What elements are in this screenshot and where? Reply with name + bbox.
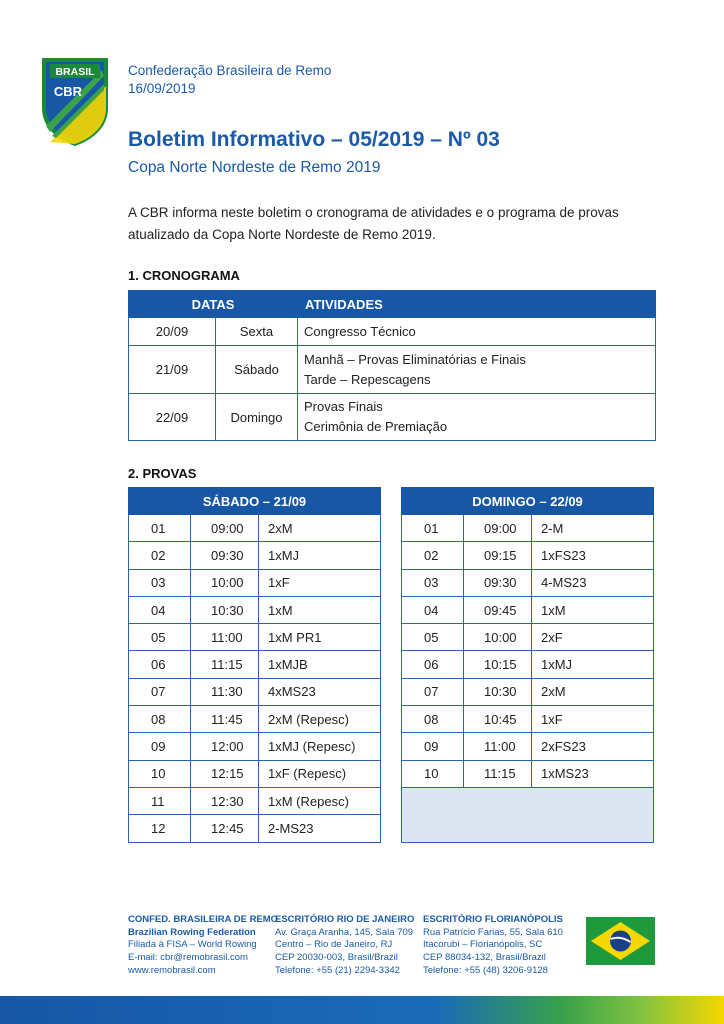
race-event: 1xMJ <box>259 542 381 569</box>
cell-day: Domingo <box>216 394 298 441</box>
cell-activities <box>298 346 656 394</box>
race-event: 2xF <box>532 624 654 651</box>
race-time: 10:15 <box>464 651 532 678</box>
race-event: 2-MS23 <box>259 815 381 842</box>
cronograma-table <box>128 290 656 441</box>
table-row <box>402 706 654 733</box>
table-row <box>129 596 381 623</box>
table-row <box>402 678 654 705</box>
provas-sabado-title: SÁBADO – 21/09 <box>129 488 381 515</box>
race-number: 05 <box>129 624 191 651</box>
cbr-logo <box>40 56 110 148</box>
race-event: 1xM <box>259 596 381 623</box>
section-heading-provas: 2. PROVAS <box>128 466 197 481</box>
race-number: 02 <box>402 542 464 569</box>
race-event: 1xF <box>532 706 654 733</box>
race-event: 2xFS23 <box>532 733 654 760</box>
race-number: 07 <box>402 678 464 705</box>
race-number: 08 <box>129 706 191 733</box>
footer-line: Brazilian Rowing Federation <box>128 926 256 938</box>
section-heading-cronograma: 1. CRONOGRAMA <box>128 268 240 283</box>
footer-line: Rua Patrício Farias, 55, Sala 610 <box>423 926 563 938</box>
table-row <box>402 651 654 678</box>
footer-col-florianopolis <box>423 914 563 978</box>
table-row <box>129 678 381 705</box>
provas-sabado-table <box>128 487 381 843</box>
footer-line: CEP 20030-003, Brasil/Brazil <box>275 952 398 964</box>
provas-domingo-table <box>401 487 654 843</box>
footer-website-link[interactable]: www.remobrasil.com <box>128 964 216 976</box>
page-title: Boletim Informativo – 05/2019 – Nº 03 <box>128 128 500 151</box>
race-time: 09:00 <box>464 515 532 542</box>
race-time: 10:30 <box>464 678 532 705</box>
race-event: 2xM <box>532 678 654 705</box>
race-time: 11:30 <box>191 678 259 705</box>
table-row <box>129 542 381 569</box>
race-time: 09:30 <box>191 542 259 569</box>
race-time: 12:00 <box>191 733 259 760</box>
table-row <box>402 760 654 787</box>
race-number: 03 <box>402 569 464 596</box>
race-event: 2xM (Repesc) <box>259 706 381 733</box>
race-time: 10:45 <box>464 706 532 733</box>
activity-line: Congresso Técnico <box>304 323 416 339</box>
race-time: 09:00 <box>191 515 259 542</box>
race-event: 1xF (Repesc) <box>259 760 381 787</box>
activity-line: Tarde – Repescagens <box>304 371 431 387</box>
provas-domingo-title: DOMINGO – 22/09 <box>402 488 654 515</box>
table-row <box>402 515 654 542</box>
table-row <box>129 394 656 441</box>
race-event: 1xMJB <box>259 651 381 678</box>
race-event: 2xM <box>259 515 381 542</box>
footer-col-cbr <box>128 914 278 978</box>
race-event: 1xMJ (Repesc) <box>259 733 381 760</box>
cell-day: Sábado <box>216 346 298 394</box>
race-number: 07 <box>129 678 191 705</box>
table-row <box>129 706 381 733</box>
race-event: 1xM PR1 <box>259 624 381 651</box>
table-row <box>129 569 381 596</box>
col-header-datas: DATAS <box>129 291 298 318</box>
filler-row <box>402 787 654 842</box>
race-number: 11 <box>129 787 191 814</box>
race-time: 11:15 <box>191 651 259 678</box>
footer-email-link[interactable]: E-mail: cbr@remobrasil.com <box>128 952 248 964</box>
logo-bottom-text: CBR <box>53 84 83 99</box>
race-number: 04 <box>129 596 191 623</box>
race-number: 12 <box>129 815 191 842</box>
table-row <box>402 596 654 623</box>
race-number: 06 <box>129 651 191 678</box>
race-time: 10:00 <box>464 624 532 651</box>
race-time: 09:45 <box>464 596 532 623</box>
footer-line: Telefone: +55 (21) 2294-3342 <box>275 964 400 976</box>
race-number: 01 <box>129 515 191 542</box>
race-event: 1xMJ <box>532 651 654 678</box>
race-number: 10 <box>129 760 191 787</box>
col-header-atividades: ATIVIDADES <box>298 291 656 318</box>
page-subtitle: Copa Norte Nordeste de Remo 2019 <box>128 159 381 176</box>
cell-date: 21/09 <box>129 346 216 394</box>
table-row <box>129 651 381 678</box>
activity-line: Provas Finais <box>304 399 383 414</box>
race-number: 10 <box>402 760 464 787</box>
cell-date: 22/09 <box>129 394 216 441</box>
race-time: 12:30 <box>191 787 259 814</box>
race-time: 09:15 <box>464 542 532 569</box>
footer-line: Centro – Rio de Janeiro, RJ <box>275 939 393 951</box>
race-event: 4-MS23 <box>532 569 654 596</box>
table-row <box>129 760 381 787</box>
empty-filler-cell <box>402 787 654 842</box>
race-number: 05 <box>402 624 464 651</box>
race-event: 1xF <box>259 569 381 596</box>
table-row <box>129 346 656 394</box>
intro-paragraph: A CBR informa neste boletim o cronograma de atividades e o programa de provas atualizado da Copa Norte Nordeste de Remo 2019. <box>128 205 619 242</box>
race-time: 11:00 <box>464 733 532 760</box>
header-date: 16/09/2019 <box>128 81 196 96</box>
cell-activities <box>298 318 656 346</box>
race-event: 1xM <box>532 596 654 623</box>
race-number: 01 <box>402 515 464 542</box>
cell-date: 20/09 <box>129 318 216 346</box>
footer-line: Filiada à FISA – World Rowing <box>128 939 257 951</box>
table-row <box>129 318 656 346</box>
footer-line: Telefone: +55 (48) 3206-9128 <box>423 964 548 976</box>
race-event: 4xMS23 <box>259 678 381 705</box>
table-row <box>129 815 381 842</box>
header-info <box>128 62 331 98</box>
table-row <box>129 515 381 542</box>
footer-color-bar <box>0 996 724 1024</box>
race-event: 1xFS23 <box>532 542 654 569</box>
race-number: 04 <box>402 596 464 623</box>
race-time: 11:15 <box>464 760 532 787</box>
org-name: Confederação Brasileira de Remo <box>128 63 332 78</box>
race-number: 08 <box>402 706 464 733</box>
race-number: 02 <box>129 542 191 569</box>
table-row <box>402 569 654 596</box>
race-number: 09 <box>402 733 464 760</box>
table-row <box>402 542 654 569</box>
table-row <box>129 733 381 760</box>
footer-line: Itacorubi – Florianópolis, SC <box>423 939 543 951</box>
race-time: 12:15 <box>191 760 259 787</box>
logo-top-text: BRASIL <box>55 66 95 78</box>
race-time: 11:00 <box>191 624 259 651</box>
table-row <box>402 733 654 760</box>
race-event: 1xM (Repesc) <box>259 787 381 814</box>
race-event: 1xMS23 <box>532 760 654 787</box>
race-time: 09:30 <box>464 569 532 596</box>
footer-line: CEP 88034-132, Brasil/Brazil <box>423 952 546 964</box>
race-time: 11:45 <box>191 706 259 733</box>
race-number: 09 <box>129 733 191 760</box>
race-time: 12:45 <box>191 815 259 842</box>
footer-heading: ESCRITÓRIO FLORIANÓPOLIS <box>423 914 563 925</box>
cell-activities <box>298 394 656 441</box>
footer-heading: CONFED. BRASILEIRA DE REMO <box>128 914 279 925</box>
footer-heading: ESCRITÓRIO RIO DE JANEIRO <box>275 914 415 925</box>
race-time: 10:30 <box>191 596 259 623</box>
race-number: 03 <box>129 569 191 596</box>
table-row <box>129 624 381 651</box>
footer-line: Av. Graça Aranha, 145, Sala 709 <box>275 926 414 938</box>
brazil-flag-icon <box>586 917 655 965</box>
cell-day: Sexta <box>216 318 298 346</box>
footer-col-rio <box>275 914 414 978</box>
race-time: 10:00 <box>191 569 259 596</box>
activity-line: Manhã – Provas Eliminatórias e Finais <box>304 351 526 367</box>
table-row <box>129 787 381 814</box>
table-row <box>402 624 654 651</box>
race-event: 2-M <box>532 515 654 542</box>
race-number: 06 <box>402 651 464 678</box>
activity-line: Cerimônia de Premiação <box>304 419 448 434</box>
